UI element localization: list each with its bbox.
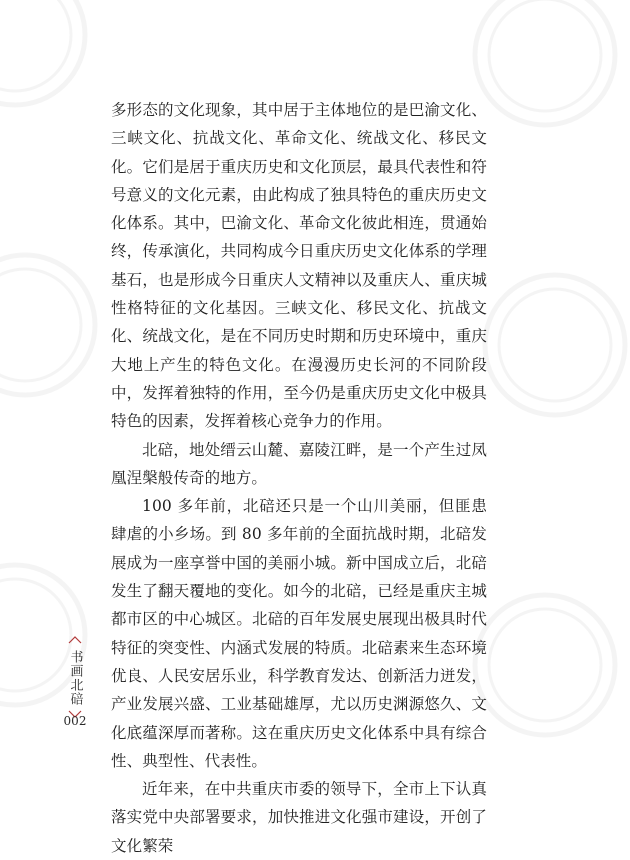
body-text — [111, 96, 487, 860]
watermark-seal — [470, 590, 620, 740]
running-title — [62, 636, 88, 718]
ornament-top-icon — [68, 636, 82, 644]
paragraph: 100 多年前，北碚还只是一个山川美丽，但匪患肆虐的小乡场。到 80 多年前的全面抗战时期，北碚发展成为一座享誉中国的美丽小城。新中国成立后，北碚发生了翻天覆地的变化。如今的北碚，已经是重庆主城都市区的中心城区。北碚的百年发展史展现出极具时代特征的突变性、内涵式发展的特质。北碚素来生态环境优良、人民安居乐业，科学教育发达、创新活力迸发，产业发展兴盛、工业基础雄厚，尤以历史渊源悠久、文化底蕴深厚而著称。这在重庆历史文化体系中具有综合性、典型性、代表性。 — [111, 497, 487, 770]
watermark-seal — [0, 0, 90, 110]
watermark-seal — [0, 250, 100, 400]
page-number: 002 — [63, 714, 87, 728]
paragraph: 近年来，在中共重庆市委的领导下，全市上下认真落实党中央部署要求，加快推进文化强市建设，开创了文化繁荣 — [111, 780, 487, 855]
paragraph: 北碚，地处缙云山麓、嘉陵江畔，是一个产生过凤凰涅槃般传奇的地方。 — [111, 440, 487, 487]
book-title: 书画北碚 — [67, 650, 83, 706]
watermark-seal — [480, 270, 630, 420]
paragraph-continued: 多形态的文化现象，其中居于主体地位的是巴渝文化、三峡文化、抗战文化、革命文化、统战文化、移民文化。它们是居于重庆历史和文化顶层，最具代表性和符号意义的文化元素，由此构成了独具特色的重庆历史文化体系。其中，巴渝文化、革命文化彼此相连，贯通始终，传承演化，共同构成今日重庆历史文化体系的学理基石，也是形成今日重庆人文精神以及重庆人、重庆城性格特征的文化基因。三峡文化、移民文化、抗战文化、统战文化，是在不同历史时期和历史环境中，重庆大地上产生的特色文化。在漫漫历史长河的不同阶段中，发挥着独特的作用，至今仍是重庆历史文化中极具特色的因素，发挥着核心竞争力的作用。 — [111, 101, 487, 431]
watermark-seal — [470, 0, 620, 130]
